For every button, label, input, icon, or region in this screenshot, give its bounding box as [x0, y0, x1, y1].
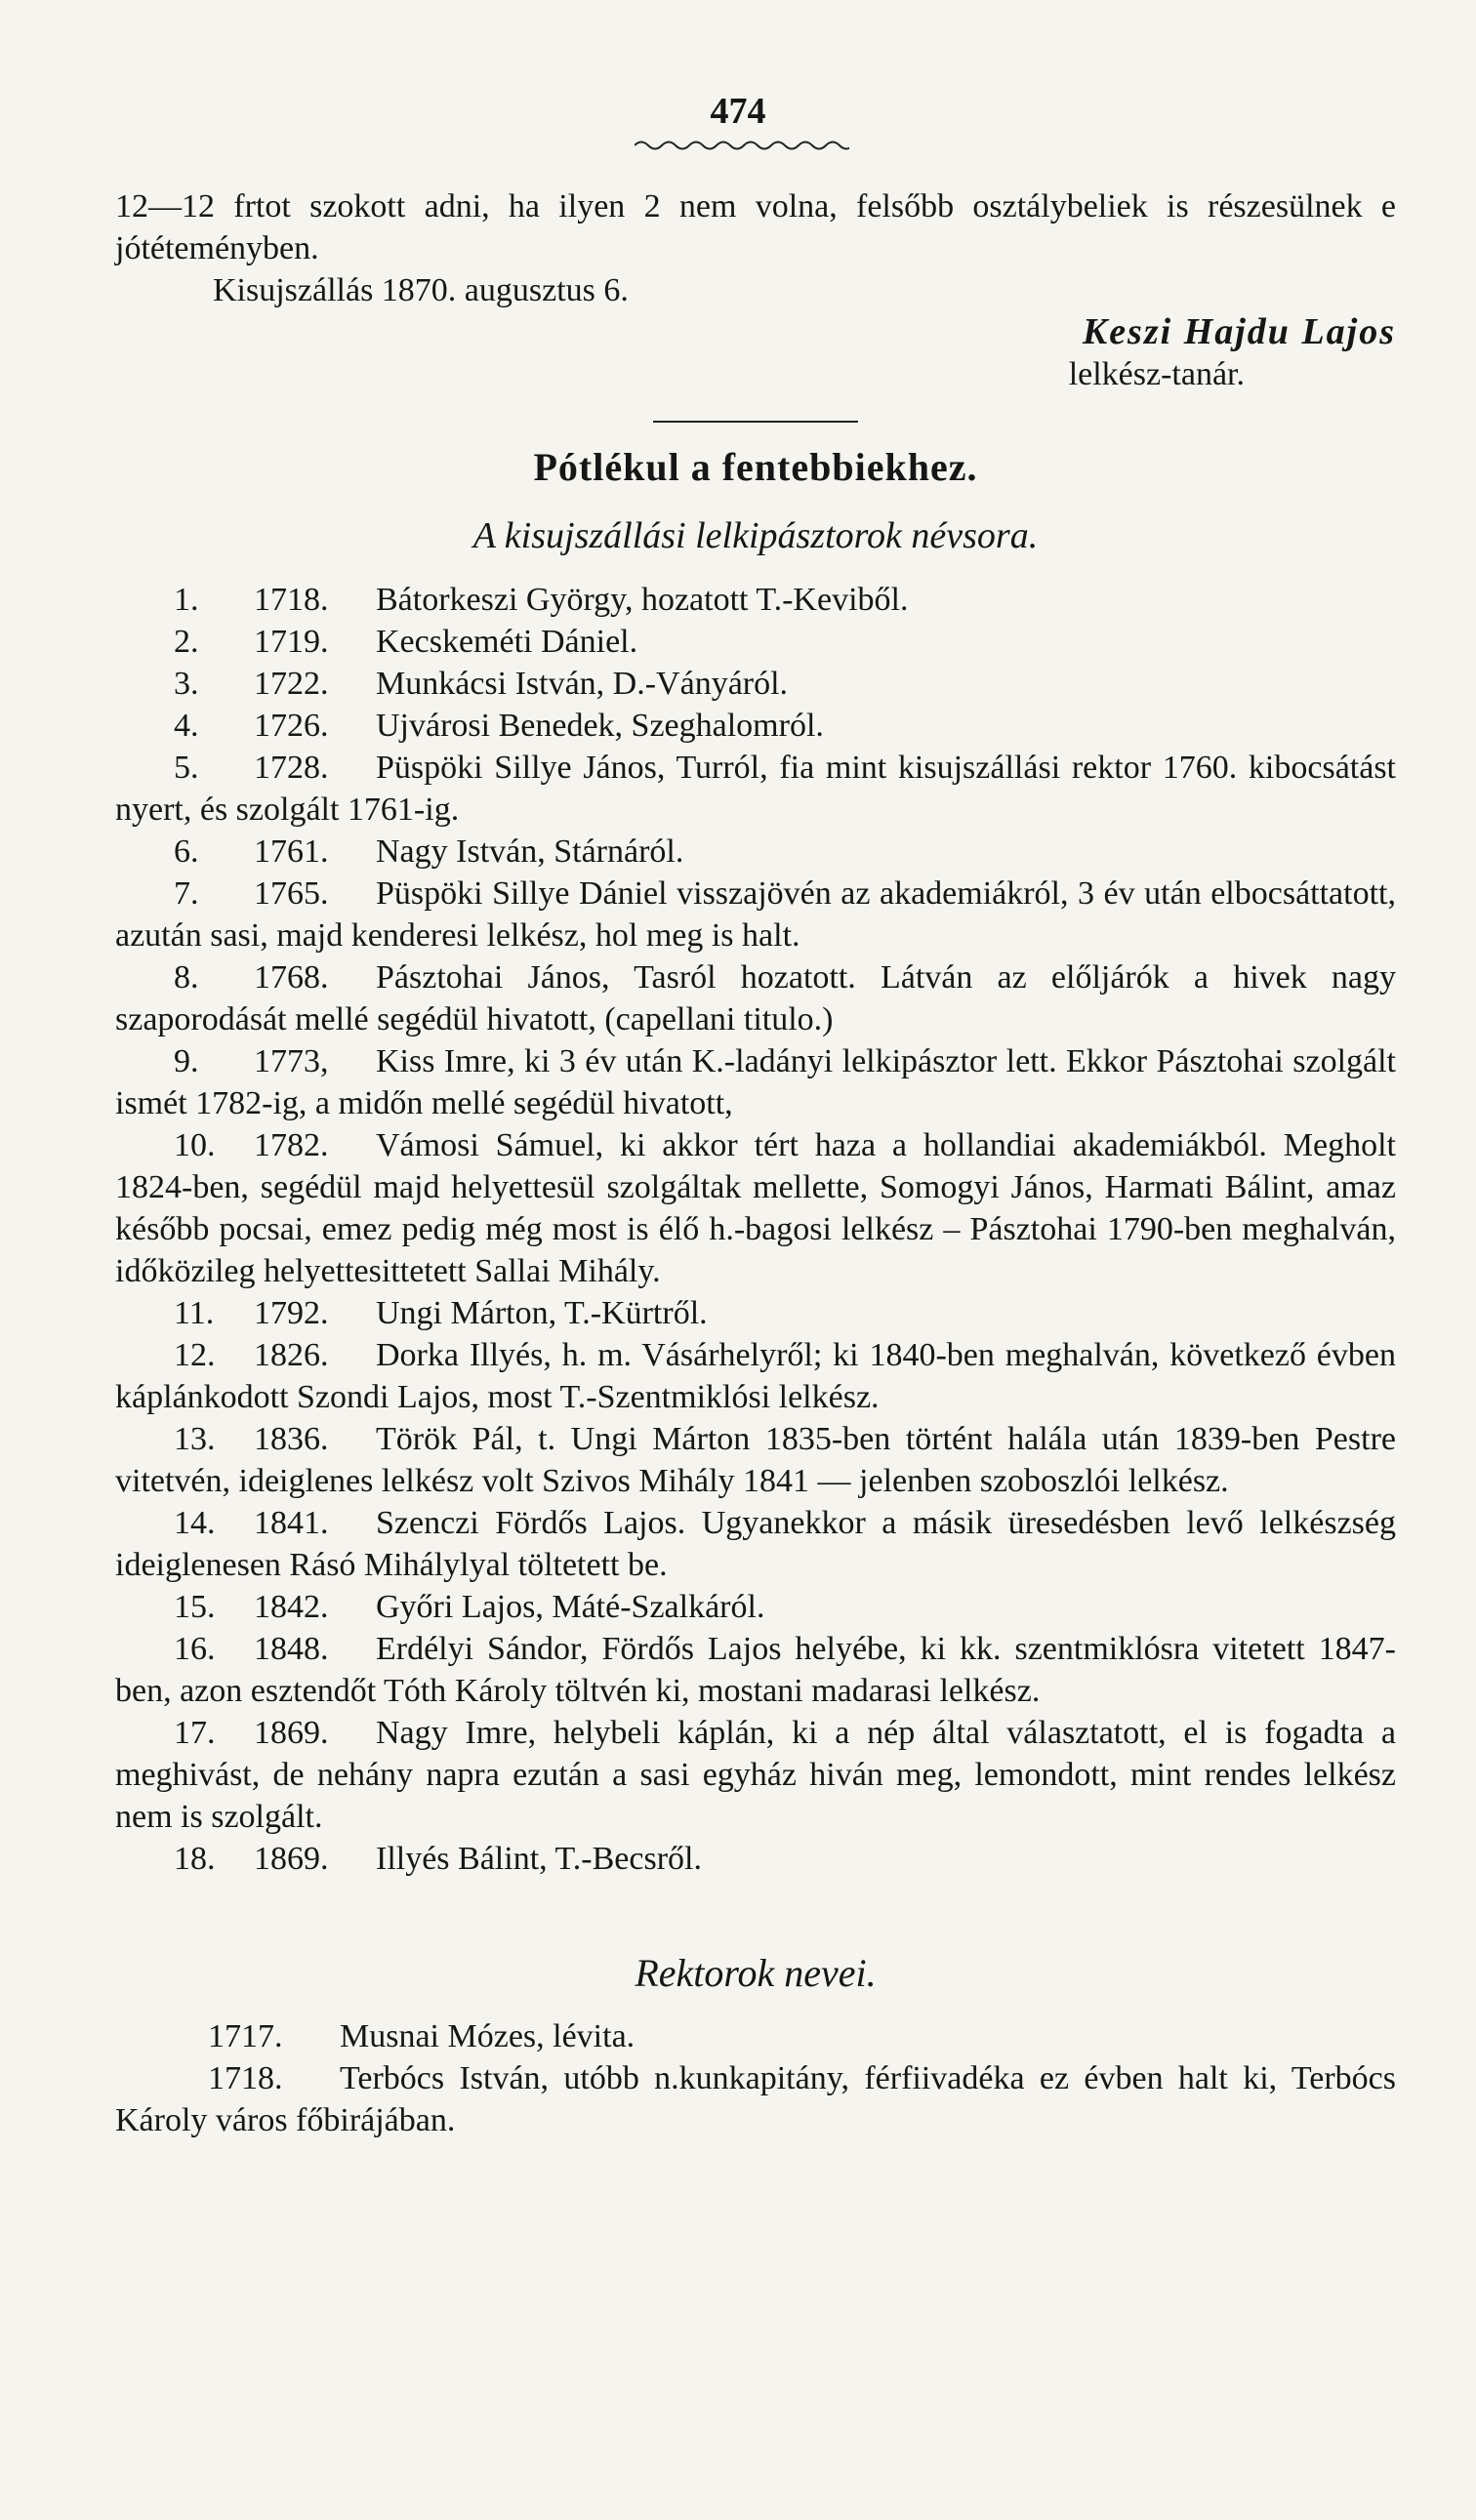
entry-year: 1782. — [254, 1127, 329, 1163]
pastor-entry — [115, 1628, 1396, 1712]
entry-year: 1726. — [254, 708, 329, 744]
entry-text: Munkácsi István, D.-Ványáról. — [376, 666, 789, 702]
entry-text: Erdélyi Sándor, Fördős Lajos helyébe, ki kk. szentmiklósra vitetett 1847-ben, azon esztendőt Tóth Károly töltvén ki, mostani madarasi lelkész. — [115, 1631, 1396, 1709]
entry-number: 10. — [174, 1127, 216, 1163]
entry-text: Nagy István, Stárnáról. — [376, 833, 684, 870]
entry-year: 1765. — [254, 875, 329, 912]
entry-text: Kecskeméti Dániel. — [376, 624, 638, 660]
entry-number: 5. — [174, 750, 199, 786]
entry-number: 2. — [174, 624, 199, 660]
entry-year: 1718. — [208, 2060, 283, 2096]
entry-text: Püspöki Sillye Dániel visszajövén az akademiákról, 3 év után elbocsáttatott, azután sasi, majd kenderesi lelkész, hol meg is halt. — [115, 875, 1396, 954]
entry-year: 1728. — [254, 750, 329, 786]
entry-number: 11. — [174, 1295, 215, 1331]
entry-number: 8. — [174, 959, 199, 996]
main-text — [115, 185, 1396, 2141]
entry-number: 16. — [174, 1631, 216, 1667]
entry-text: Bátorkeszi György, hozatott T.-Keviből. — [376, 582, 909, 618]
entry-number: 12. — [174, 1337, 216, 1373]
divider-rule — [653, 421, 858, 423]
rectors-title: Rektorok nevei. — [635, 1951, 877, 1995]
entry-number: 9. — [174, 1043, 199, 1079]
entry-year: 1792. — [254, 1295, 329, 1331]
entry-number: 4. — [174, 708, 199, 744]
pastor-entry — [115, 663, 1396, 705]
pastor-entry — [115, 1334, 1396, 1418]
pastor-entry — [115, 1418, 1396, 1502]
pastor-entry — [115, 747, 1396, 831]
wavy-ornament — [635, 139, 849, 152]
pastor-entry — [115, 1712, 1396, 1838]
entry-number: 15. — [174, 1589, 216, 1625]
entry-number: 1. — [174, 582, 199, 618]
entry-year: 1768. — [254, 959, 329, 996]
entry-number: 7. — [174, 875, 199, 912]
pastor-entry — [115, 1124, 1396, 1292]
entry-text: Ujvárosi Benedek, Szeghalomról. — [376, 708, 824, 744]
pastor-entry — [115, 1586, 1396, 1628]
pastor-entry — [115, 1040, 1396, 1124]
entry-year: 1836. — [254, 1421, 329, 1457]
pastor-list — [115, 579, 1396, 1880]
entry-text: Vámosi Sámuel, ki akkor tért haza a hollandiai akademiákból. Megholt 1824-ben, segédül majd helyettesül szolgáltak mellette, Somogyi János, Harmati Bálint, amaz később pocsai, emez pedig még most is élő h.-bagosi lelkész – Pásztohai 1790-ben meghalván, időközileg helyettesittetett Sallai Mihály. — [115, 1127, 1396, 1289]
entry-year: 1842. — [254, 1589, 329, 1625]
signature-role: lelkész-tanár. — [1068, 356, 1245, 392]
entry-year: 1773, — [254, 1043, 329, 1079]
entry-number: 17. — [174, 1715, 216, 1751]
entry-year: 1869. — [254, 1841, 329, 1877]
entry-number: 13. — [174, 1421, 216, 1457]
pastor-entry — [115, 1502, 1396, 1586]
entry-number: 6. — [174, 833, 199, 870]
intro-paragraph: 12—12 frtot szokott adni, ha ilyen 2 nem volna, felsőbb osztálybeliek is részesülnek e jótéteményben. — [115, 188, 1396, 266]
entry-text: Musnai Mózes, lévita. — [340, 2018, 636, 2054]
pastor-entry — [115, 579, 1396, 621]
page-number: 474 — [710, 91, 766, 132]
rector-list — [115, 2015, 1396, 2141]
pastor-entry — [115, 831, 1396, 873]
entry-year: 1719. — [254, 624, 329, 660]
entry-year: 1869. — [254, 1715, 329, 1751]
entry-text: Szenczi Fördős Lajos. Ugyanekkor a másik üresedésben levő lelkészség ideiglenesen Rásó Mihálylyal töltetett be. — [115, 1505, 1396, 1583]
pastor-entry — [115, 705, 1396, 747]
entry-year: 1848. — [254, 1631, 329, 1667]
entry-year: 1826. — [254, 1337, 329, 1373]
entry-text: Győri Lajos, Máté-Szalkáról. — [376, 1589, 765, 1625]
entry-number: 18. — [174, 1841, 216, 1877]
entry-text: Nagy Imre, helybeli káplán, ki a nép által választatott, el is fogadta a meghivást, de nehány napra ezután a sasi egyház hiván meg, lemondott, mint rendes lelkész nem is szolgált. — [115, 1715, 1396, 1835]
rector-entry — [115, 2015, 1396, 2057]
entry-year: 1841. — [254, 1505, 329, 1541]
entry-number: 3. — [174, 666, 199, 702]
entry-year: 1761. — [254, 833, 329, 870]
entry-text: Ungi Márton, T.-Kürtről. — [376, 1295, 708, 1331]
entry-text: Török Pál, t. Ungi Márton 1835-ben történt halála után 1839-ben Pestre vitetvén, ideiglenes lelkész volt Szivos Mihály 1841 — jelenben szoboszlói lelkész. — [115, 1421, 1396, 1499]
entry-text: Püspöki Sillye János, Turról, fia mint kisujszállási rektor 1760. kibocsátást nyert, és szolgált 1761-ig. — [115, 750, 1396, 828]
entry-text: Illyés Bálint, T.-Becsről. — [376, 1841, 702, 1877]
pastor-entry — [115, 873, 1396, 956]
rector-entry — [115, 2057, 1396, 2141]
section-subtitle: A kisujszállási lelkipásztorok névsora. — [472, 515, 1039, 556]
entry-text: Dorka Illyés, h. m. Vásárhelyről; ki 1840-ben meghalván, következő évben káplánkodott Szondi Lajos, most T.-Szentmiklósi lelkész. — [115, 1337, 1396, 1415]
place-date: Kisujszállás 1870. augusztus 6. — [213, 272, 629, 308]
entry-year: 1722. — [254, 666, 329, 702]
signature-name: Keszi Hajdu Lajos — [1082, 311, 1396, 352]
section-title: Pótlékul a fentebbiekhez. — [533, 445, 978, 489]
pastor-entry — [115, 621, 1396, 663]
entry-number: 14. — [174, 1505, 216, 1541]
entry-text: Pásztohai János, Tasról hozatott. Látván az előljárók a hivek nagy szaporodását mellé segédül hivatott, (capellani titulo.) — [115, 959, 1396, 1037]
entry-year: 1718. — [254, 582, 329, 618]
entry-year: 1717. — [208, 2018, 283, 2054]
entry-text: Kiss Imre, ki 3 év után K.-ladányi lelkipásztor lett. Ekkor Pásztohai szolgált ismét 1782-ig, a midőn mellé segédül hivatott, — [115, 1043, 1396, 1121]
pastor-entry — [115, 1838, 1396, 1880]
pastor-entry — [115, 1292, 1396, 1334]
pastor-entry — [115, 956, 1396, 1040]
entry-text: Terbócs István, utóbb n.kunkapitány, férfiivadéka ez évben halt ki, Terbócs Károly város főbirájában. — [115, 2060, 1396, 2138]
